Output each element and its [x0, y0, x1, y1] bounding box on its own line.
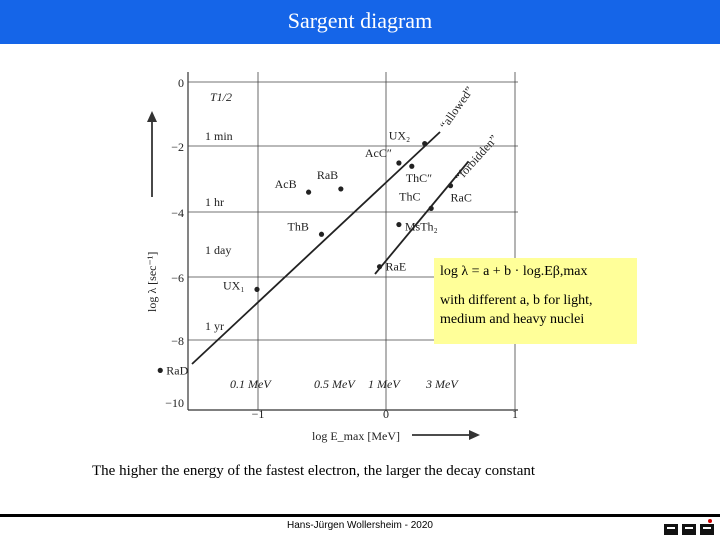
data-point-label: UX₁ — [223, 278, 245, 293]
y-tick: −4 — [171, 206, 184, 220]
data-point — [396, 160, 401, 165]
data-point — [409, 164, 414, 169]
data-point-label: ThB — [287, 219, 309, 234]
formula-text: log λ = a + b · log.Eβ,max — [440, 264, 588, 279]
energy-label: 3 MeV — [426, 377, 458, 391]
data-point-label: AcC″ — [364, 146, 392, 160]
data-point-label: RaC — [450, 190, 472, 205]
energy-label: 0.1 MeV — [230, 377, 271, 391]
formula-description: with different a, b for light, medium and heavy nuclei — [440, 293, 593, 327]
data-point-label: UX₂ — [388, 128, 411, 143]
half-life-label: 1 yr — [205, 319, 224, 333]
half-life-label: 1 min — [205, 129, 233, 143]
caption: The higher the energy of the fastest electron, the larger the decay constant — [92, 463, 536, 479]
data-point — [448, 183, 453, 188]
gsi-logo — [662, 518, 716, 538]
allowed-label: “allowed” — [436, 83, 477, 132]
sargent-plot — [130, 62, 525, 452]
half-life-header: T1/2 — [210, 90, 233, 104]
data-point-label: RaD — [166, 363, 189, 378]
x-tick: 0 — [383, 407, 389, 421]
y-tick: −8 — [171, 334, 184, 348]
data-point — [338, 186, 343, 191]
gridlines — [188, 72, 518, 410]
y-tick: −6 — [171, 271, 184, 285]
data-point — [396, 222, 401, 227]
x-axis-label: log E_max [MeV] — [312, 429, 400, 443]
data-point-label: ThC″ — [405, 171, 433, 186]
data-point — [158, 368, 163, 373]
data-point-label: MsTh₂ — [404, 219, 438, 234]
y-axis-label: log λ [sec⁻¹] — [145, 251, 159, 312]
half-life-label: 1 hr — [205, 195, 224, 209]
x-arrow — [412, 430, 480, 440]
data-point-label: AcB — [274, 177, 297, 192]
energy-label: 0.5 MeV — [314, 377, 355, 391]
half-life-label: 1 day — [205, 243, 232, 257]
footer-author: Hans-Jürgen Wollersheim - 2020 — [287, 520, 433, 531]
x-tick: −1 — [251, 407, 265, 421]
y-tick: −10 — [165, 396, 184, 410]
forbidden-label: “forbidden” — [451, 132, 501, 185]
data-point-label: RaB — [316, 167, 339, 182]
formula-note — [434, 258, 637, 344]
energy-label: 1 MeV — [368, 377, 400, 391]
data-point — [254, 287, 259, 292]
footer-divider — [0, 514, 720, 517]
y-tick: −2 — [171, 140, 184, 154]
x-tick: 1 — [512, 407, 518, 421]
data-point — [319, 232, 324, 237]
data-point — [306, 190, 311, 195]
sargent-plot-svg — [130, 62, 525, 452]
y-tick: 0 — [178, 76, 184, 90]
data-point-label: ThC — [399, 189, 421, 204]
slide-title: Sargent diagram — [287, 8, 433, 33]
data-point — [377, 264, 382, 269]
data-point — [429, 206, 434, 211]
y-arrow — [147, 111, 157, 197]
data-point-label: RaE — [385, 259, 407, 274]
data-point — [422, 141, 427, 146]
